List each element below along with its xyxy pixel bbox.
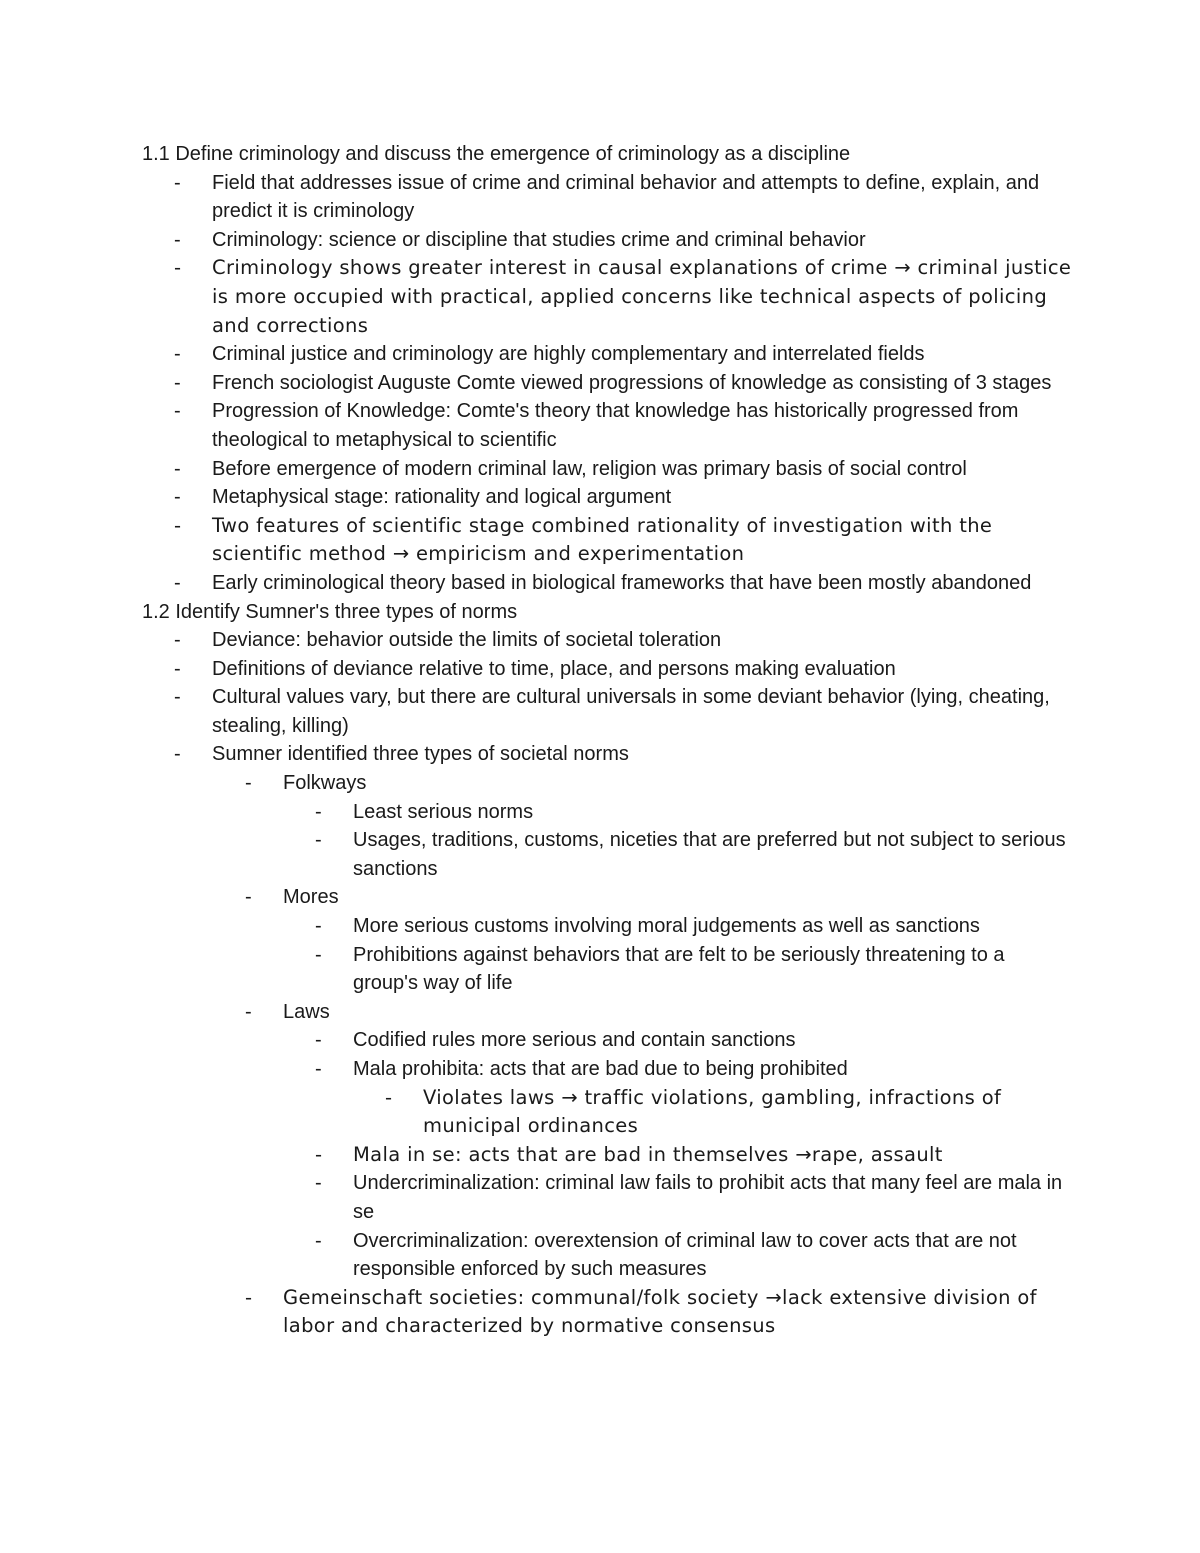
line-text: Mala prohibita: acts that are bad due to being prohibited <box>353 1058 848 1080</box>
list-item-level-1 <box>142 397 1072 454</box>
bullet-dash: - <box>315 1229 322 1252</box>
bullet-dash: - <box>245 1285 253 1309</box>
bullet-dash: - <box>315 800 322 823</box>
bullet-dash: - <box>174 343 181 366</box>
section-heading <box>142 598 1072 627</box>
bullet-dash: - <box>174 571 181 594</box>
line-text: 1.2 Identify Sumner's three types of norms <box>142 600 518 623</box>
bullet-dash: - <box>245 772 252 795</box>
list-item-level-3 <box>142 941 1072 998</box>
bullet-dash: - <box>174 256 182 280</box>
list-item-level-3 <box>142 826 1072 883</box>
bullet-dash: - <box>174 400 181 423</box>
line-text: Folkways <box>283 772 367 795</box>
bullet-dash: - <box>174 486 181 509</box>
bullet-dash: - <box>174 371 181 394</box>
line-text: Laws <box>283 1000 330 1023</box>
notes-body <box>142 140 1072 1341</box>
line-text: Violates laws → traffic violations, gambling, infractions of municipal ordinances <box>423 1085 1002 1138</box>
list-item-level-1 <box>142 569 1072 598</box>
line-text: Prohibitions against behaviors that are felt to be seriously threatening to a group's way of life <box>353 943 1005 995</box>
bullet-dash: - <box>315 915 322 938</box>
bullet-dash: - <box>174 457 181 480</box>
list-item-level-1 <box>142 626 1072 655</box>
bullet-dash: - <box>174 513 182 537</box>
line-text: French sociologist Auguste Comte viewed progressions of knowledge as consisting of 3 stages <box>212 371 1052 394</box>
line-text: Definitions of deviance relative to time, place, and persons making evaluation <box>212 657 896 680</box>
bullet-dash: - <box>385 1085 393 1109</box>
line-text: Sumner identified three types of societal norms <box>212 743 629 766</box>
list-item-level-3 <box>142 1026 1072 1055</box>
bullet-dash: - <box>174 743 181 766</box>
bullet-dash: - <box>315 1142 323 1166</box>
list-item-level-1 <box>142 340 1072 369</box>
line-text: Criminal justice and criminology are highly complementary and interrelated fields <box>212 343 925 366</box>
list-item-level-1 <box>142 369 1072 398</box>
line-text: Criminology shows greater interest in causal explanations of crime → criminal justice is more occupied with practical, applied concerns like technical aspects of policing and corrections <box>212 256 1072 337</box>
bullet-dash: - <box>174 228 181 251</box>
bullet-dash: - <box>315 1029 322 1052</box>
line-text: Two features of scientific stage combined rationality of investigation with the scientific method → empiricism and experimentation <box>212 513 993 566</box>
line-text: Mala in se: acts that are bad in themselves →rape, assault <box>353 1142 943 1166</box>
line-text: Progression of Knowledge: Comte's theory that knowledge has historically progressed from theological to metaphysical to scientific <box>212 400 1019 451</box>
line-text: Codified rules more serious and contain sanctions <box>353 1029 796 1052</box>
line-text: Metaphysical stage: rationality and logical argument <box>212 486 672 509</box>
bullet-dash: - <box>315 829 322 852</box>
bullet-dash: - <box>245 886 252 909</box>
list-item-level-1 <box>142 740 1072 769</box>
line-text: Criminology: science or discipline that studies crime and criminal behavior <box>212 228 866 251</box>
line-text: Least serious norms <box>353 800 534 823</box>
line-text: Field that addresses issue of crime and criminal behavior and attempts to define, explain, and predict it is criminology <box>212 171 1040 223</box>
list-item-level-2 <box>142 769 1072 798</box>
line-text: Gemeinschaft societies: communal/folk society →lack extensive division of labor and characterized by normative consensus <box>283 1285 1037 1338</box>
list-item-level-3 <box>142 1169 1072 1226</box>
bullet-dash: - <box>315 943 322 966</box>
line-text: Undercriminalization: criminal law fails to prohibit acts that many feel are mala in se <box>353 1172 1063 1223</box>
list-item-level-3 <box>142 798 1072 827</box>
line-text: Overcriminalization: overextension of criminal law to cover acts that are not responsible enforced by such measures <box>353 1229 1017 1281</box>
list-item-level-1 <box>142 254 1072 340</box>
bullet-dash: - <box>315 1172 322 1195</box>
list-item-level-3 <box>142 1055 1072 1084</box>
line-text: Early criminological theory based in biological frameworks that have been mostly abandoned <box>212 571 1032 594</box>
list-item-level-2 <box>142 883 1072 912</box>
line-text: Deviance: behavior outside the limits of societal toleration <box>212 629 722 652</box>
list-item-level-1 <box>142 512 1072 569</box>
line-text: Usages, traditions, customs, niceties that are preferred but not subject to serious sanctions <box>353 829 1066 880</box>
line-text: Before emergence of modern criminal law, religion was primary basis of social control <box>212 457 967 480</box>
bullet-dash: - <box>174 686 181 709</box>
list-item-level-3 <box>142 1227 1072 1284</box>
bullet-dash: - <box>174 657 181 680</box>
line-text: More serious customs involving moral judgements as well as sanctions <box>353 915 980 938</box>
line-text: Mores <box>283 886 339 909</box>
bullet-dash: - <box>174 629 181 652</box>
bullet-dash: - <box>174 171 181 194</box>
list-item-level-1 <box>142 226 1072 255</box>
bullet-dash: - <box>245 1000 252 1023</box>
list-item-level-1 <box>142 655 1072 684</box>
list-item-level-3 <box>142 912 1072 941</box>
list-item-level-2 <box>142 1284 1072 1341</box>
list-item-level-1 <box>142 169 1072 226</box>
section-heading <box>142 140 1072 169</box>
line-text: 1.1 Define criminology and discuss the emergence of criminology as a discipline <box>142 143 851 165</box>
list-item-level-2 <box>142 998 1072 1027</box>
list-item-level-1 <box>142 455 1072 484</box>
list-item-level-1 <box>142 483 1072 512</box>
list-item-level-4 <box>142 1084 1072 1141</box>
line-text: Cultural values vary, but there are cultural universals in some deviant behavior (lying, cheating, stealing, killing) <box>212 686 1050 737</box>
list-item-level-3 <box>142 1141 1072 1170</box>
list-item-level-1 <box>142 683 1072 740</box>
bullet-dash: - <box>315 1058 322 1080</box>
